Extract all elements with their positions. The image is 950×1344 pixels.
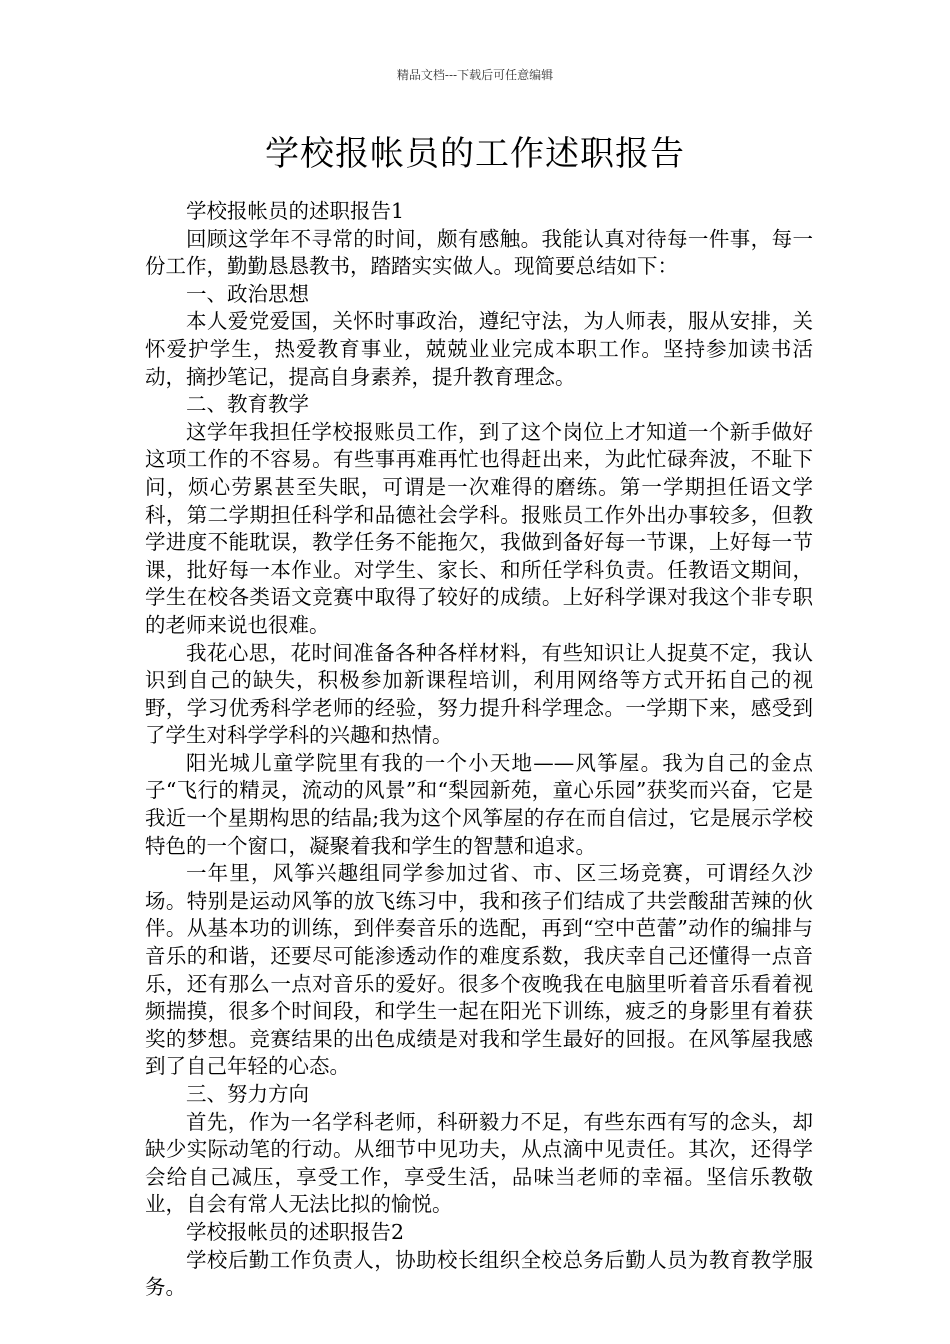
direction-paragraph: 首先，作为一名学科老师，科研毅力不足，有些东西有写的念头，却缺少实际动笔的行动。从细节中见功夫，从点滴中见责任。其次，还得学会给自己减压，享受工作，享受生活，品味当老师的幸福。坚信乐教敬业，自会有常人无法比拟的愉悦。 bbox=[145, 1109, 813, 1217]
science-paragraph: 我花心思，花时间准备各种各样材料，有些知识让人捉莫不定，我认识到自己的缺失，积极参加新课程培训，利用网络等方式开拓自己的视野，学习优秀科学老师的经验，努力提升科学理念。一学期下来，感受到了学生对科学学科的兴趣和热情。 bbox=[145, 640, 813, 748]
report-2-paragraph: 学校后勤工作负责人，协助校长组织全校总务后勤人员为教育教学服务。 bbox=[145, 1247, 813, 1300]
section-heading-direction: 三、努力方向 bbox=[186, 1082, 309, 1106]
competition-paragraph: 一年里，风筝兴趣组同学参加过省、市、区三场竞赛，可谓经久沙场。特别是运动风筝的放飞练习中，我和孩子们结成了共尝酸甜苦辣的伙伴。从基本功的训练，到伴奏音乐的选配，再到“空中芭蕾”动作的编排与音乐的和谐，还要尽可能渗透动作的难度系数，我庆幸自己还懂得一点音乐，还有那么一点对音乐的爱好。很多个夜晚我在电脑里听着音乐看着视频揣摸，很多个时间段，和学生一起在阳光下训练，疲乏的身影里有着获奖的梦想。竞赛结果的出色成绩是对我和学生最好的回报。在风筝屋我感到了自己年轻的心态。 bbox=[145, 861, 813, 1079]
section-heading-teaching: 二、教育教学 bbox=[186, 392, 309, 417]
document-body bbox=[145, 198, 813, 1302]
kite-house-paragraph: 阳光城儿童学院里有我的一个小天地——风筝屋。我为自己的金点子“飞行的精灵，流动的风景”和“梨园新苑，童心乐园”获奖而兴奋，它是我近一个星期构思的结晶;我为这个风筝屋的存在而自信过，它是展示学校特色的一个窗口，凝聚着我和学生的智慧和追求。 bbox=[145, 750, 813, 858]
report-2-heading: 学校报帐员的述职报告2 bbox=[186, 1219, 405, 1244]
section-heading-politics: 一、政治思想 bbox=[186, 281, 309, 306]
report-1-heading: 学校报帐员的述职报告1 bbox=[186, 199, 405, 223]
document-title: 学校报帐员的工作述职报告 bbox=[265, 134, 685, 174]
teaching-paragraph: 这学年我担任学校报账员工作，到了这个岗位上才知道一个新手做好这项工作的不容易。有些事再难再忙也得赶出来，为此忙碌奔波，不耻下问，烦心劳累甚至失眠，可谓是一次难得的磨练。第一学期担任语文学科，第二学期担任科学和品德社会学科。报账员工作外出办事较多，但教学进度不能耽误，教学任务不能拖欠，我做到备好每一节课，上好每一节课，批好每一本作业。对学生、家长、和所任学科负责。任教语文期间，学生在校各类语文竞赛中取得了较好的成绩。上好科学课对我这个非专职的老师来说也很难。 bbox=[145, 419, 813, 637]
header-note: 精品文档---下载后可任意编辑 bbox=[396, 68, 554, 82]
politics-paragraph: 本人爱党爱国，关怀时事政治，遵纪守法，为人师表，服从安排，关怀爱护学生，热爱教育事业，兢兢业业完成本职工作。坚持参加读书活动，摘抄笔记，提高自身素养，提升教育理念。 bbox=[145, 309, 813, 389]
intro-paragraph: 回顾这学年不寻常的时间，颇有感触。我能认真对待每一件事，每一份工作，勤勤恳恳教书，踏踏实实做人。现简要总结如下： bbox=[145, 226, 813, 279]
